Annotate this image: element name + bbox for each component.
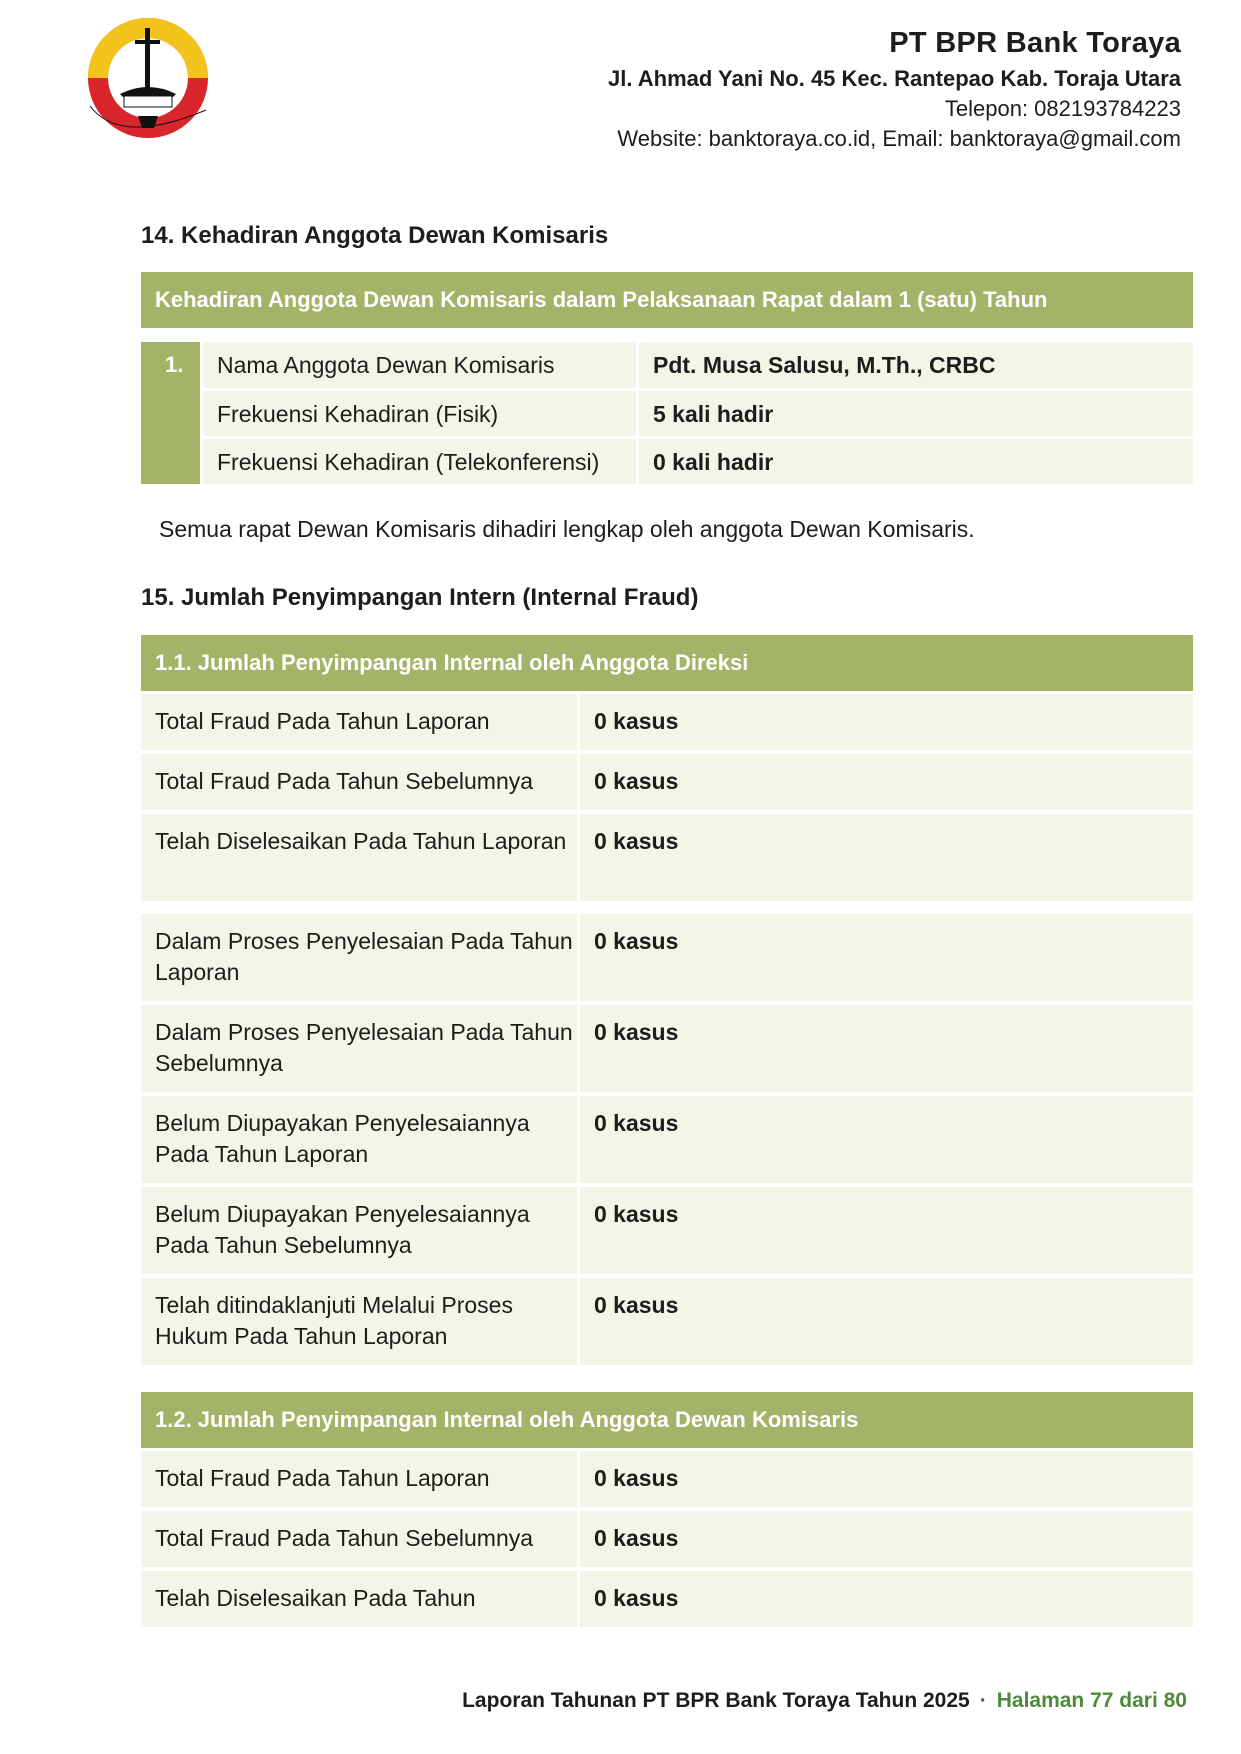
company-web-email: Website: banktoraya.co.id, Email: banktoraya@gmail.com	[617, 126, 1181, 151]
fraud-label: Telah Diselesaikan Pada Tahun Laporan	[141, 814, 577, 901]
fraud-value: 0 kasus	[580, 1096, 1193, 1183]
attendance-number: 1.	[141, 342, 200, 484]
attendance-label: Frekuensi Kehadiran (Fisik)	[203, 391, 636, 436]
fraud-label: Telah ditindaklanjuti Melalui Proses Hukum Pada Tahun Laporan	[141, 1278, 577, 1365]
bank-toraya-logo	[80, 16, 216, 152]
footer-report-title: Laporan Tahunan PT BPR Bank Toraya Tahun 2025	[462, 1689, 970, 1712]
fraud-value: 0 kasus	[580, 1571, 1193, 1627]
section-14-note: Semua rapat Dewan Komisaris dihadiri lengkap oleh anggota Dewan Komisaris.	[159, 516, 975, 542]
fraud-label: Dalam Proses Penyelesaian Pada Tahun Laporan	[141, 914, 577, 1001]
fraud-label: Dalam Proses Penyelesaian Pada Tahun Sebelumnya	[141, 1005, 577, 1092]
footer-page-number: Halaman 77 dari 80	[996, 1689, 1187, 1712]
subsection-1-1-bar: 1.1. Jumlah Penyimpangan Internal oleh Anggota Direksi	[141, 635, 1193, 691]
section-14-title: 14. Kehadiran Anggota Dewan Komisaris	[141, 222, 609, 249]
fraud-label: Total Fraud Pada Tahun Sebelumnya	[141, 754, 577, 810]
company-address: Jl. Ahmad Yani No. 45 Kec. Rantepao Kab. Toraja Utara	[608, 66, 1181, 91]
section-14-bar: Kehadiran Anggota Dewan Komisaris dalam Pelaksanaan Rapat dalam 1 (satu) Tahun	[141, 272, 1193, 328]
company-phone: Telepon: 082193784223	[944, 96, 1181, 121]
fraud-value: 0 kasus	[580, 1451, 1193, 1507]
fraud-value: 0 kasus	[580, 1278, 1193, 1365]
fraud-label: Total Fraud Pada Tahun Laporan	[141, 694, 577, 750]
fraud-value: 0 kasus	[580, 1511, 1193, 1567]
fraud-value: 0 kasus	[580, 694, 1193, 750]
attendance-value: Pdt. Musa Salusu, M.Th., CRBC	[639, 342, 1193, 388]
page-footer	[462, 1689, 1187, 1713]
fraud-value: 0 kasus	[580, 1187, 1193, 1274]
fraud-label: Belum Diupayakan Penyelesaiannya Pada Tahun Sebelumnya	[141, 1187, 577, 1274]
footer-separator: ·	[979, 1689, 987, 1712]
fraud-value: 0 kasus	[580, 1005, 1193, 1092]
fraud-value: 0 kasus	[580, 754, 1193, 810]
section-15-title: 15. Jumlah Penyimpangan Intern (Internal Fraud)	[141, 584, 699, 611]
fraud-label: Total Fraud Pada Tahun Laporan	[141, 1451, 577, 1507]
attendance-label: Nama Anggota Dewan Komisaris	[203, 342, 636, 388]
fraud-label: Telah Diselesaikan Pada Tahun	[141, 1571, 577, 1627]
company-header	[608, 22, 1181, 154]
fraud-value: 0 kasus	[580, 914, 1193, 1001]
company-name: PT BPR Bank Toraya	[889, 27, 1181, 59]
subsection-1-2-bar: 1.2. Jumlah Penyimpangan Internal oleh Anggota Dewan Komisaris	[141, 1392, 1193, 1448]
attendance-value: 5 kali hadir	[639, 391, 1193, 436]
attendance-label: Frekuensi Kehadiran (Telekonferensi)	[203, 439, 636, 484]
fraud-label: Total Fraud Pada Tahun Sebelumnya	[141, 1511, 577, 1567]
fraud-value: 0 kasus	[580, 814, 1193, 901]
fraud-label: Belum Diupayakan Penyelesaiannya Pada Tahun Laporan	[141, 1096, 577, 1183]
attendance-value: 0 kali hadir	[639, 439, 1193, 484]
